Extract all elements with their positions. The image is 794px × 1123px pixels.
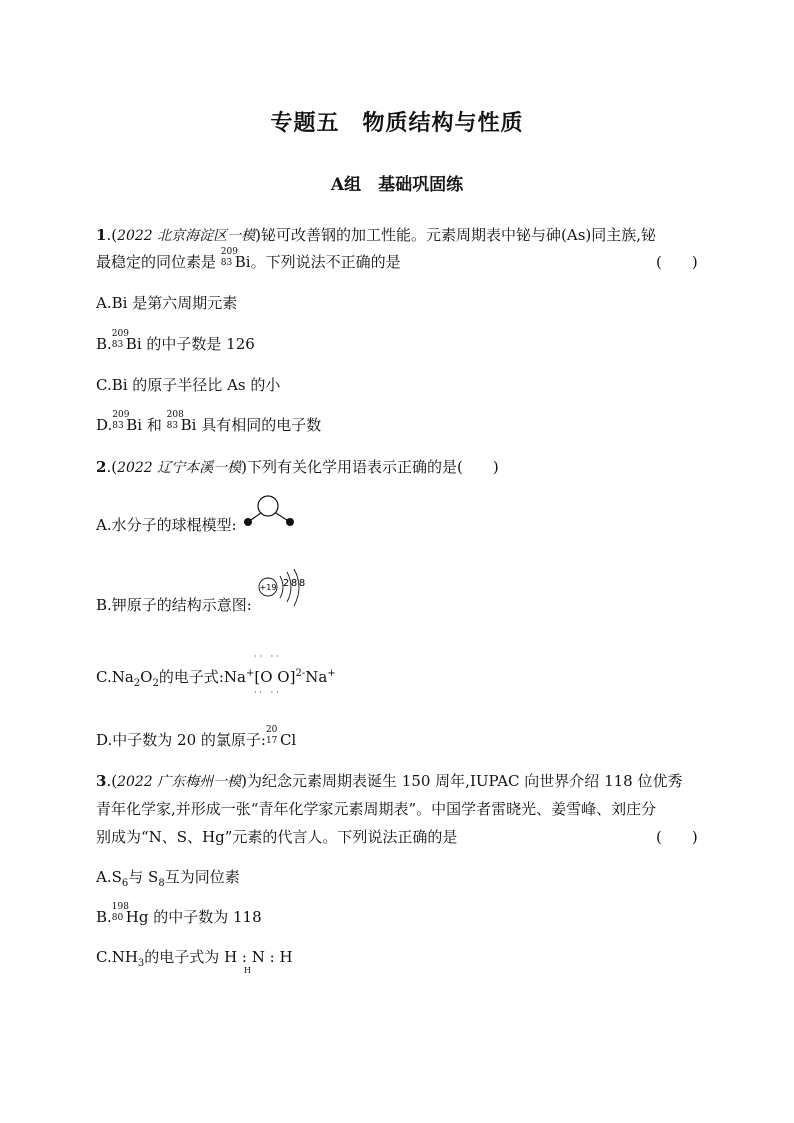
q1-stem-line1: 1.(2022 北京海淀区一模)铋可改善钢的加工性能。元素周期表中铋与砷(As)同主族,铋 <box>96 226 657 244</box>
q3-number: 3 <box>96 772 107 790</box>
q1-option-b: B. 209 83 Bi 的中子数是 126 <box>96 329 255 353</box>
q3-source: 2022 广东梅州一模 <box>117 774 242 790</box>
q2-stem: 2.(2022 辽宁本溪一模)下列有关化学用语表示正确的是( ) <box>96 458 499 476</box>
q1-option-c: C.Bi 的原子半径比 As 的小 <box>96 376 281 394</box>
section-heading: A组 基础巩固练 <box>330 175 464 195</box>
q3-answer-blank: ( ) <box>656 828 698 846</box>
electron-dots-bottom: ·· ·· <box>254 688 282 697</box>
q1-number: 1 <box>96 226 107 244</box>
water-ball-stick-model <box>240 494 300 530</box>
q2-number: 2 <box>96 458 107 476</box>
bi-209-isotope: 209 83 <box>220 247 238 268</box>
peroxide-electron-dot: [O O] <box>254 668 296 686</box>
page-title: 专题五 物质结构与性质 <box>270 110 524 136</box>
electron-dots-top: ·· ·· <box>254 652 282 661</box>
q3-option-c: $C.NH_3$的电子式为 H : N : H <box>96 948 293 969</box>
q2-source: 2022 辽宁本溪一模 <box>117 460 242 476</box>
q1-source: 2022 北京海淀区一模 <box>117 228 256 244</box>
q3-option-b: B. 198 80 Hg 的中子数为 118 <box>96 902 262 926</box>
nh3-electron-formula: H : N : H <box>224 948 293 966</box>
q1-option-a: A.Bi 是第六周期元素 <box>96 294 238 312</box>
q3-stem-line2: 青年化学家,并形成一张“青年化学家元素周期表”。中国学者雷晓光、姜雪峰、刘庄分 <box>96 800 657 818</box>
q1-answer-blank: ( ) <box>656 253 698 271</box>
q2-option-b: B.钾原子的结构示意图: <box>96 596 252 614</box>
q2-option-c: $C.Na_2O_2$的电子式:Na+[O O]$^{2-}$Na+ <box>96 668 336 689</box>
svg-text:8: 8 <box>298 578 306 589</box>
q3-stem-line1: 3.(2022 广东梅州一模)为纪念元素周期表诞生 150 周年,IUPAC 向世界介绍 118 位优秀 <box>96 772 683 790</box>
svg-text:8: 8 <box>290 578 298 589</box>
q2-option-a: A.水分子的球棍模型: <box>96 516 237 534</box>
q1-stem-line2: 最稳定的同位素是 209 83 Bi。下列说法不正确的是 <box>96 247 401 271</box>
q1-option-d: D. 209 83 Bi 和 208 83 Bi 具有相同的电子数 <box>96 410 322 434</box>
svg-text:+19: +19 <box>259 583 277 592</box>
q3-stem-line3: 别成为“N、S、Hg”元素的代言人。下列说法正确的是 <box>96 828 458 846</box>
q3-option-a: $A.S_6$与 $S_8$互为同位素 <box>96 868 240 889</box>
nh3-lower-h: H <box>244 966 251 975</box>
potassium-atom-structure-diagram <box>256 566 312 612</box>
q2-option-d: D.中子数为 20 的氯原子: 20 17 Cl <box>96 725 297 749</box>
svg-text:2: 2 <box>282 578 290 589</box>
